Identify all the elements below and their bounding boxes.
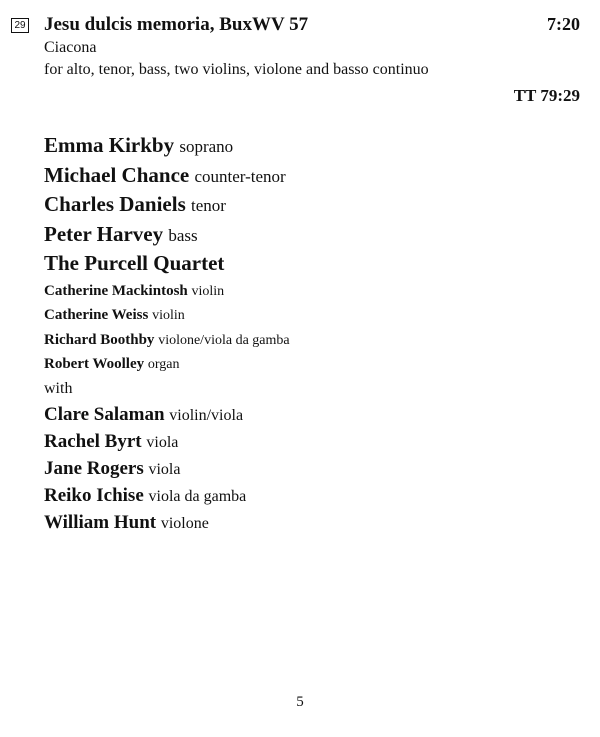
additional-player-entry <box>44 455 574 482</box>
additional-player-name: Reiko Ichise <box>44 484 144 506</box>
with-label: with <box>44 379 73 397</box>
performer-list <box>44 131 574 536</box>
performer-role: soprano <box>179 137 234 156</box>
performer-role: bass <box>168 225 198 245</box>
quartet-member-name: Catherine Weiss <box>44 307 149 323</box>
performer-name: Peter Harvey <box>44 221 164 246</box>
additional-player-role: viola <box>148 460 181 478</box>
additional-player-role: violin/viola <box>169 406 244 424</box>
performer-entry <box>44 161 574 191</box>
quartet-member-name: Catherine Mackintosh <box>44 282 188 299</box>
quartet-member-role: violone/viola da gamba <box>158 332 290 348</box>
additional-player-name: Rachel Byrt <box>44 430 142 452</box>
quartet-member-entry <box>44 352 574 377</box>
ensemble-name-entry <box>44 249 574 279</box>
ensemble-name: The Purcell Quartet <box>44 251 225 275</box>
track-number-box: 29 <box>11 18 29 33</box>
performer-role: counter-tenor <box>194 166 286 186</box>
quartet-member-role: violin <box>152 308 185 323</box>
performer-role: tenor <box>191 196 226 215</box>
performer-entry <box>44 190 574 220</box>
additional-player-role: viola da gamba <box>148 487 247 505</box>
quartet-member-entry <box>44 328 574 353</box>
performer-name: Michael Chance <box>44 162 190 187</box>
additional-player-entry <box>44 482 574 509</box>
additional-player-name: Jane Rogers <box>44 457 144 479</box>
performer-name: Emma Kirkby <box>44 133 175 157</box>
additional-player-entry <box>44 428 574 455</box>
additional-player-role: viola <box>146 433 179 451</box>
track-title: Jesu dulcis memoria, BuxWV 57 <box>44 14 309 35</box>
track-form: Ciacona <box>44 39 97 56</box>
additional-player-entry <box>44 401 574 428</box>
quartet-member-role: organ <box>147 357 180 372</box>
additional-player-name: William Hunt <box>44 511 157 533</box>
track-duration: 7:20 <box>547 14 580 34</box>
additional-player-name: Clare Salaman <box>44 403 165 425</box>
total-time: TT 79:29 <box>513 86 580 105</box>
additional-player-entry <box>44 509 574 536</box>
quartet-member-name: Richard Boothby <box>44 331 155 348</box>
performer-entry <box>44 131 574 161</box>
performer-name: Charles Daniels <box>44 192 186 216</box>
quartet-member-entry <box>44 303 574 328</box>
quartet-member-entry <box>44 279 574 304</box>
quartet-member-role: violin <box>191 283 225 299</box>
quartet-member-name: Robert Woolley <box>44 356 145 372</box>
track-scoring: for alto, tenor, bass, two violins, violone and basso continuo <box>44 61 429 78</box>
page-number: 5 <box>296 694 304 710</box>
additional-player-role: violone <box>160 514 209 532</box>
performer-entry <box>44 220 574 250</box>
